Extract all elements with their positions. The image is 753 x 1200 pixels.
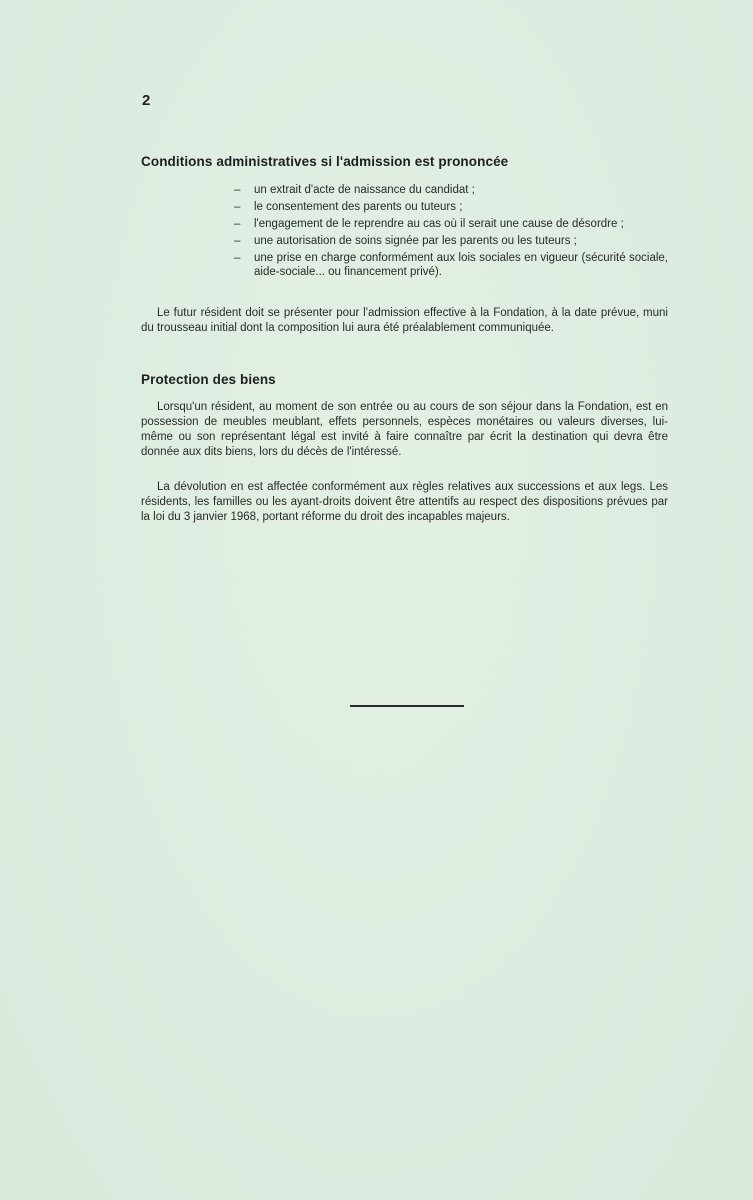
- list-item: [234, 201, 668, 215]
- list-item: [234, 218, 668, 232]
- list-item: [234, 235, 668, 249]
- section-title-protection: Protection des biens: [141, 372, 276, 387]
- list-item: [234, 252, 668, 279]
- list-item-text: l'engagement de le reprendre au cas où il serait une cause de désordre ;: [254, 218, 624, 230]
- protection-paragraph-2: La dévolution en est affectée conformément aux règles relatives aux successions et aux legs. Les résidents, les familles ou les ayant-droits doivent être attentifs au respect des dispositions prévues par la loi du 3 janvier 1968, portant réforme du droit des incapables majeurs.: [141, 481, 668, 523]
- end-rule-divider: [350, 705, 464, 707]
- page-number: 2: [142, 92, 151, 109]
- list-dash: –: [234, 201, 241, 213]
- section-title-conditions: Conditions administratives si l'admission est prononcée: [141, 154, 509, 169]
- list-item-text: le consentement des parents ou tuteurs ;: [254, 201, 463, 213]
- list-dash: –: [234, 184, 241, 196]
- protection-paragraph-1: Lorsqu'un résident, au moment de son entrée ou au cours de son séjour dans la Fondation, est en possession de meubles meublant, effets personnels, espèces monétaires ou valeurs diverses, lui-même ou son représentant légal est invité à faire connaître par écrit la destination qui devra être donnée aux dits biens, lors du décès de l'intéressé.: [141, 401, 668, 458]
- list-dash: –: [234, 218, 241, 230]
- list-item-text: un extrait d'acte de naissance du candidat ;: [254, 184, 475, 196]
- list-dash: –: [234, 235, 241, 247]
- list-item-text: une prise en charge conformément aux lois sociales en vigueur (sécurité sociale, aide-sociale... ou financement privé).: [254, 252, 668, 278]
- admission-paragraph: Le futur résident doit se présenter pour l'admission effective à la Fondation, à la date prévue, muni du trousseau initial dont la composition lui aura été préalablement communiquée.: [141, 307, 668, 334]
- list-dash: –: [234, 252, 241, 264]
- list-item-text: une autorisation de soins signée par les parents ou les tuteurs ;: [254, 235, 577, 247]
- requirements-list: [234, 184, 668, 283]
- list-item: [234, 184, 668, 198]
